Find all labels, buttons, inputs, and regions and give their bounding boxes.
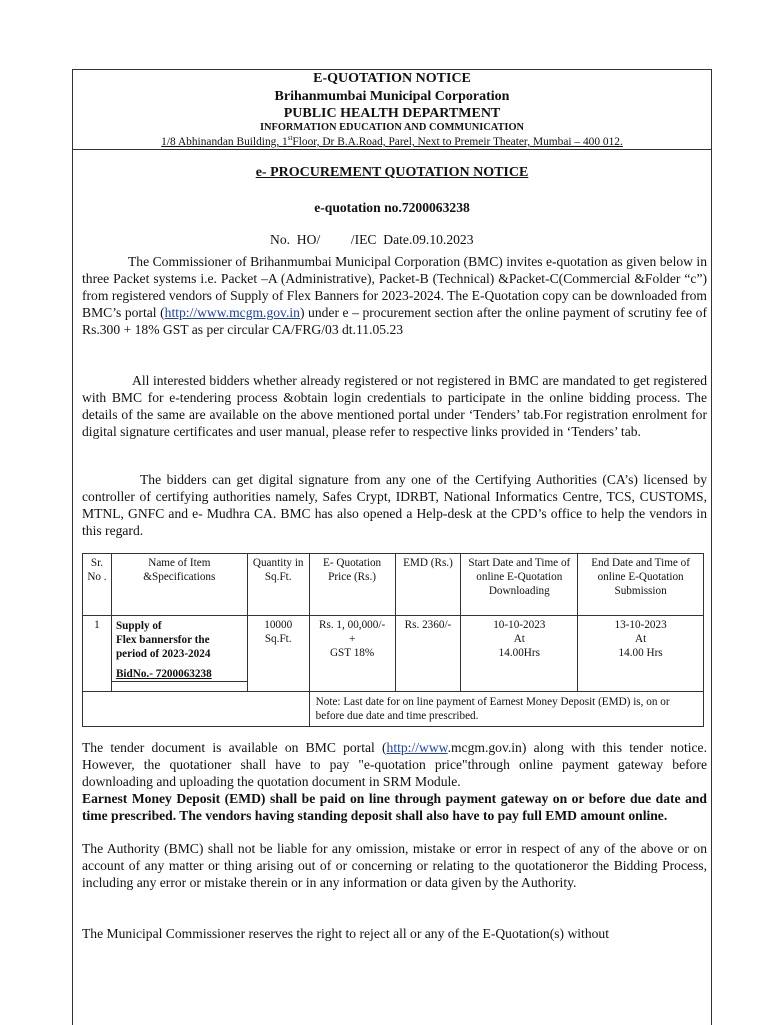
header-end-date: End Date and Time of online E-Quotation Submission	[578, 554, 704, 616]
paragraph-digital-signature: The bidders can get digital signature from any one of the Certifying Authorities (CA’s) licensed by controller of certifying authorities namely, Safes Crypt, IDRBT, National Informatics Centre, TCS, CUSTOMS, MTNL, GNFC and e- Mudhra CA. BMC has also opened a Help-desk at the CPD’s office to help the vendors in this regard.	[82, 472, 707, 538]
header-start-date: Start Date and Time of online E-Quotation Downloading	[461, 554, 578, 616]
table-header-row	[83, 554, 704, 616]
header-quantity: Quantity in Sq.Ft.	[247, 554, 309, 616]
reference-line: No. HO/ /IEC Date.09.10.2023	[270, 232, 474, 247]
paragraph-registration: All interested bidders whether already registered or not registered in BMC are mandated to get registered with BMC for e-tendering process &obtain login credentials to participate in the online bidding process. The details of the same are available on the above mentioned portal under ‘Tenders’ tab.For registration enrolment for digital signature certificates and user manual, please refer to respective links provided in ‘Tenders’ tab.	[82, 373, 707, 439]
paragraph-emd: Earnest Money Deposit (EMD) shall be paid on line through payment gateway on or before due date and time prescribed. The vendors having standing deposit shall also have to pay full EMD amount online.	[82, 791, 707, 823]
cell-item-name: Supply of Flex bannersfor the period of 2023-2024 BidNo.- 7200063238	[111, 616, 247, 692]
cell-emd: Rs. 2360/-	[395, 616, 461, 692]
section-name: INFORMATION EDUCATION AND COMMUNICATION	[259, 122, 525, 133]
cell-start-date: 10-10-2023 At 14.00Hrs	[461, 616, 578, 692]
emd-note: Note: Last date for on line payment of Earnest Money Deposit (EMD) is, on or before due date and time prescribed.	[309, 692, 703, 727]
table-row	[83, 616, 704, 692]
cell-price: Rs. 1, 00,000/- + GST 18%	[309, 616, 395, 692]
portal-link[interactable]: http://www.mcgm.gov.in	[164, 305, 300, 320]
cell-quantity: 10000 Sq.Ft.	[247, 616, 309, 692]
header-emd: EMD (Rs.)	[395, 554, 461, 616]
department-name: PUBLIC HEALTH DEPARTMENT	[283, 106, 501, 121]
paragraph-tender-document: The tender document is available on BMC portal (http://www.mcgm.gov.in) along with this tender notice. However, the quotationer shall have to pay "e-quotation price"through online payment gateway before downloading and uploading the quotation document in SRM Module.	[82, 740, 707, 789]
paragraph-liability: The Authority (BMC) shall not be liable for any omission, mistake or error in respect of any of the above or on account of any matter or thing arising out of or concerning or relating to the quotationeror the Bidding Process, including any error or mistake therein or in any information or data given by the Authority.	[82, 841, 707, 890]
tender-portal-link[interactable]: http://www	[386, 740, 448, 755]
header-item-name: Name of Item &Specifications	[111, 554, 247, 616]
header-divider	[72, 149, 712, 150]
quotation-table	[82, 553, 704, 727]
notice-title: E-QUOTATION NOTICE	[313, 71, 471, 86]
cell-end-date: 13-10-2023 At 14.00 Hrs	[578, 616, 704, 692]
quotation-number: e-quotation no.7200063238	[314, 200, 470, 215]
header-sr-no: Sr. No .	[83, 554, 112, 616]
address-line: 1/8 Abhinandan Building, 1stFloor, Dr B.A.Road, Parel, Next to Premeir Theater, Mumbai – 400 012.	[161, 134, 623, 148]
bid-number: BidNo.- 7200063238	[112, 667, 247, 682]
header-price: E- Quotation Price (Rs.)	[309, 554, 395, 616]
table-note-row	[83, 692, 704, 727]
procurement-title: e- PROCUREMENT QUOTATION NOTICE	[255, 165, 529, 180]
corporation-name: Brihanmumbai Municipal Corporation	[274, 89, 510, 104]
cell-sr-no: 1	[83, 616, 112, 692]
paragraph-rights: The Municipal Commissioner reserves the right to reject all or any of the E-Quotation(s) without	[82, 926, 610, 941]
paragraph-intro: The Commissioner of Brihanmumbai Municipal Corporation (BMC) invites e-quotation as given below in three Packet systems i.e. Packet –A (Administrative), Packet-B (Technical) &Packet-C(Commercial &Folder “c”) from registered vendors of Supply of Flex Banners for 2023-2024. The E-Quotation copy can be downloaded from BMC’s portal (http://www.mcgm.gov.in) under e – procurement section after the online payment of scrutiny fee of Rs.300 + 18% GST as per circular CA/FRG/03 dt.11.05.23	[82, 254, 707, 337]
note-empty-cell	[83, 692, 310, 727]
